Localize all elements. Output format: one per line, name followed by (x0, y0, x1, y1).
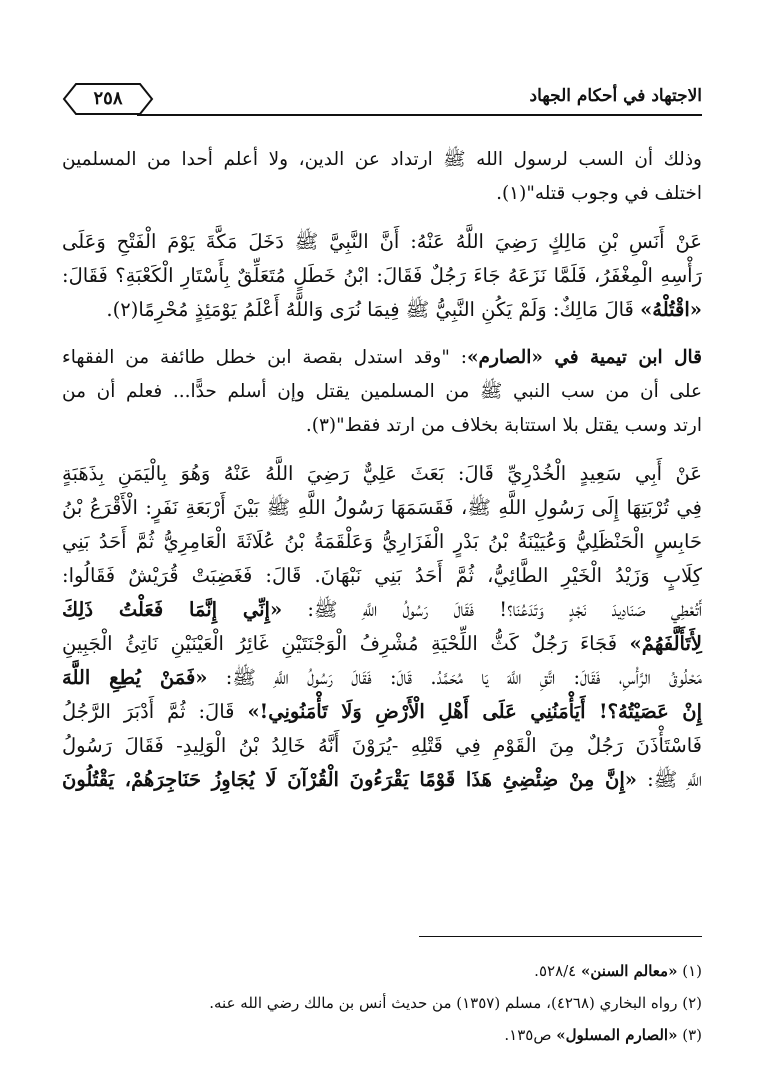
prophetic-quote: «إِنِّي إِنَّمَا فَعَلْتُ ذَلِكَ (62, 598, 283, 621)
text-run: اللَّهِ ﷺ: (636, 768, 702, 791)
running-header (62, 80, 702, 120)
footnote-source: «معالم السنن» (581, 962, 678, 980)
footnote-source: «الصارم المسلول» (556, 1026, 678, 1044)
book-title: الاجتهاد في أحكام الجهاد (529, 86, 702, 106)
text-line (62, 293, 702, 327)
prophetic-quote: «فَمَنْ يُطِعِ اللَّهَ (62, 666, 208, 689)
text-line: حَابِسٍ الْحَنْظَلِيُّ وَعُيَيْنَةُ بْنُ بَدْرٍ الْفَزَارِيُّ وَعَلْقَمَةُ بْنُ عُلَاثَةَ الْعَامِرِيُّ ثُمَّ أَحَدُ بَنِي (62, 530, 702, 553)
text-run: مَحْلُوقُ الرَّأْسِ، فَقَالَ: اتَّقِ اللَّهَ يَا مُحَمَّدُ. قَالَ: فَقَالَ رَسُولُ اللَّهِ ﷺ: (207, 666, 703, 689)
text-run: : "وقد استدل بقصة ابن خطل طائفة من الفقهاء (62, 347, 467, 368)
author-name: قال ابن تيمية في (542, 347, 703, 368)
footnote-number: (٣) (677, 1026, 702, 1044)
footnote-text: ص١٣٥. (504, 1026, 557, 1044)
text-line: اختلف في وجوب قتله"(١). (496, 183, 702, 204)
page-number-badge (62, 82, 154, 116)
text-line: عَنْ أَبِي سَعِيدٍ الْخُدْرِيِّ قَالَ: بَعَثَ عَلِيٌّ رَضِيَ اللَّهُ عَنْهُ وَهُوَ بِالْيَمَنِ بِذَهَبَةٍ (62, 462, 702, 485)
text-line: رَأْسِهِ الْمِغْفَرُ، فَلَمَّا نَزَعَهُ جَاءَ رَجُلٌ فَقَالَ: ابْنُ خَطَلٍ مُتَعَلِّقٌ بِأَسْتَارِ الْكَعْبَةِ؟ فَقَالَ: (62, 264, 702, 287)
text-line: عَنْ أَنَسِ بْنِ مَالِكٍ رَضِيَ اللَّهُ عَنْهُ: أَنَّ النَّبِيَّ ﷺ دَخَلَ مَكَّةَ يَوْمَ الْفَتْحِ وَعَلَى (62, 230, 702, 253)
header-divider (137, 114, 702, 116)
text-line (62, 763, 702, 797)
main-text (62, 143, 702, 797)
footnote-3 (62, 1019, 702, 1051)
footnote-2: (٢) رواه البخاري (٤٢٦٨)، مسلم (١٣٥٧) من حديث أنس بن مالك رضي الله عنه. (209, 994, 702, 1012)
footnote-number: (١) (677, 962, 702, 980)
text-run: قَالَ مَالِكٌ: وَلَمْ يَكُنِ النَّبِيُّ ﷺ فِيمَا نُرَى وَاللَّهُ أَعْلَمُ يَوْمَئِذٍ مُحْرِمًا(٢). (106, 298, 641, 321)
book-reference: «الصارم» (466, 347, 543, 368)
text-line (62, 627, 702, 661)
text-line (62, 661, 702, 695)
paragraph-commentary (62, 143, 702, 211)
prophetic-quote: إِنْ عَصَيْتُهُ؟! أَيَأْمَنُنِي عَلَى أَهْلِ الْأَرْضِ وَلَا تَأْمَنُونِي!» (247, 700, 702, 723)
footnote-divider (419, 936, 702, 937)
text-line: كِلَابٍ وَزَيْدُ الْخَيْرِ الطَّائِيُّ، ثُمَّ أَحَدُ بَنِي نَبْهَانَ. قَالَ: فَغَضِبَتْ قُرَيْشٌ فَقَالُوا: (62, 564, 702, 587)
page-number: ٢٥٨ (93, 88, 123, 109)
prophetic-quote: لِأَتَأَلَّفَهُمْ» (629, 632, 702, 655)
paragraph-hadith-anas (62, 225, 702, 327)
footnote-text: ٥٢٨/٤. (534, 962, 582, 980)
paragraph-ibn-taymiyya (62, 341, 702, 443)
text-line (62, 695, 702, 729)
prophetic-quote: «اقْتُلْهُ» (640, 298, 702, 321)
text-line: على أن من سب النبي ﷺ من المسلمين يقتل وإن أسلم حدًّا... فعلم أن من (62, 381, 702, 402)
text-line: فَاسْتَأْذَنَ رَجُلٌ مِنَ الْقَوْمِ فِي قَتْلِهِ -يُرَوْنَ أَنَّهُ خَالِدُ بْنُ الْوَلِيدِ- فَقَالَ رَسُولُ (62, 734, 702, 757)
prophetic-quote: «إِنَّ مِنْ ضِئْضِئِ هَذَا قَوْمًا يَقْرَءُونَ الْقُرْآنَ لَا يُجَاوِزُ حَنَاجِرَهُمْ، يَقْتُلُونَ (62, 768, 637, 791)
paragraph-hadith-abu-said (62, 457, 702, 797)
text-line: ارتد وسب يقتل بلا استتابة بخلاف من ارتد فقط"(٣). (305, 415, 702, 436)
text-line (62, 593, 702, 627)
text-run: أَتُعْطِي صَنَادِيدَ نَجْدٍ وَتَدَعُنَا؟! فَقَالَ رَسُولُ اللَّهِ ﷺ: (282, 598, 702, 621)
text-run: قَالَ: ثُمَّ أَدْبَرَ الرَّجُلُ (62, 700, 248, 723)
footnote-1 (62, 955, 702, 987)
footnotes (62, 955, 702, 1051)
text-run: فَجَاءَ رَجُلٌ كَثُّ اللِّحْيَةِ مُشْرِفُ الْوَجْنَتَيْنِ غَائِرُ الْعَيْنَيْنِ نَاتِئُ الْجَبِينِ (62, 632, 630, 655)
text-line: فِي تُرْبَتِهَا إِلَى رَسُولِ اللَّهِ ﷺ، فَقَسَمَهَا رَسُولُ اللَّهِ ﷺ بَيْنَ أَرْبَعَةِ نَفَرٍ: الْأَقْرَعُ بْنُ (62, 496, 702, 519)
text-line (62, 341, 702, 375)
text-line: وذلك أن السب لرسول الله ﷺ ارتداد عن الدين، ولا أعلم أحدا من المسلمين (62, 149, 702, 170)
